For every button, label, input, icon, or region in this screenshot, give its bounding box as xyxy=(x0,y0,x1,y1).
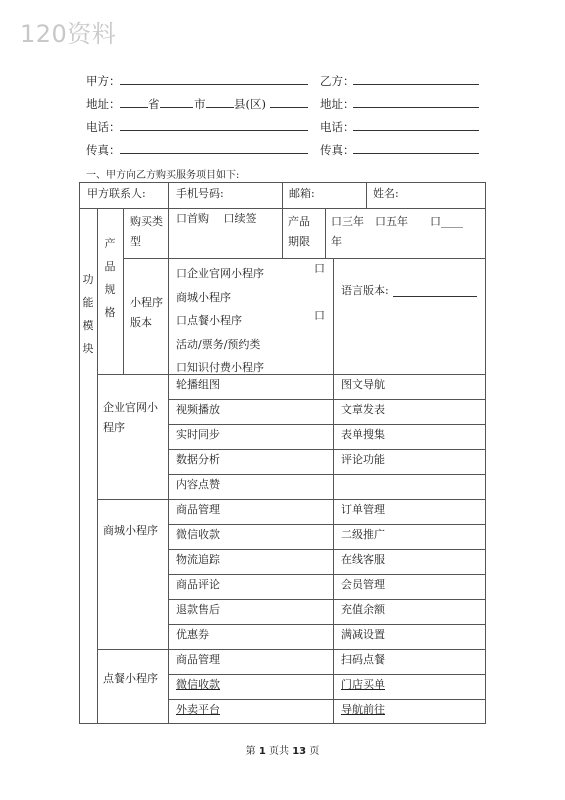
s2-row-line xyxy=(168,599,486,600)
version-item: 活动/票务/预约类 xyxy=(176,337,261,351)
address-tail-line xyxy=(270,107,308,108)
s2-row-line xyxy=(168,549,486,550)
s2-row-line xyxy=(168,624,486,625)
feature-item: 会员管理 xyxy=(341,578,385,591)
version-item: 口企业官网小程序 xyxy=(176,267,264,280)
phone-label: 电话： xyxy=(86,120,121,134)
row1-div1 xyxy=(168,182,169,208)
province-line xyxy=(120,107,148,108)
page-footer xyxy=(0,742,565,757)
product-spec-label: 产 品 规 格 xyxy=(104,237,116,319)
func-col-line xyxy=(97,208,98,723)
fax-b-line xyxy=(353,153,479,154)
section2-bottom xyxy=(97,649,486,650)
table-border-right xyxy=(485,182,486,724)
footer-total: 13 xyxy=(292,746,307,757)
feature-item: 表单搜集 xyxy=(341,428,385,441)
version-item: 口点餐小程序 xyxy=(176,314,242,327)
intro-text: 一、甲方向乙方购买服务项目如下: xyxy=(86,170,240,181)
feature-item: 商品管理 xyxy=(176,503,220,516)
feature-item: 评论功能 xyxy=(341,453,385,466)
s1-row-line xyxy=(168,399,486,400)
table-border-bottom xyxy=(79,723,486,724)
email-label: 邮箱: xyxy=(289,187,315,200)
version-item: 口知识付费小程序 xyxy=(176,361,264,374)
city-label: 市 xyxy=(194,97,206,111)
version-div xyxy=(333,258,334,374)
feature-item: 充值余额 xyxy=(341,603,385,616)
feature-item: 导航前往 xyxy=(341,703,385,716)
version-list xyxy=(176,262,264,380)
fax-label: 传真： xyxy=(86,143,121,157)
miniprogram-version-label: 小程序 版本 xyxy=(130,296,163,329)
feature-item: 轮播组图 xyxy=(176,378,220,391)
language-line xyxy=(393,296,477,297)
feature-item: 实时同步 xyxy=(176,428,220,441)
s2-row-line xyxy=(168,524,486,525)
purchase-options: 口首购 口续签 xyxy=(176,212,257,225)
contact-label: 甲方联系人: xyxy=(87,187,146,200)
fax-line xyxy=(120,153,308,154)
fax-b-label: 传真： xyxy=(320,143,355,157)
service-table xyxy=(79,182,486,724)
address-label: 地址： xyxy=(86,97,121,111)
party-b-label: 乙方： xyxy=(320,74,355,88)
purchase-type-label: 购买类 型 xyxy=(130,215,163,248)
spec-col-line xyxy=(123,208,124,374)
period-options: 口三年 口五年 口____ 年 xyxy=(331,215,463,248)
s2-row-line xyxy=(168,574,486,575)
phone-b-label: 电话： xyxy=(320,120,355,134)
feature-item: 订单管理 xyxy=(341,503,385,516)
func-module-label: 功 能 模 块 xyxy=(82,273,94,355)
purchase-row-bottom xyxy=(123,258,486,259)
feature-item: 退款售后 xyxy=(176,603,220,616)
section-title-ordering: 点餐小程序 xyxy=(103,672,158,685)
phone-b-line xyxy=(353,130,479,131)
s1-row-line xyxy=(168,474,486,475)
feature-item: 满减设置 xyxy=(341,628,385,641)
feature-item: 外卖平台 xyxy=(176,703,220,716)
feature-item: 在线客服 xyxy=(341,553,385,566)
feature-item: 门店买单 xyxy=(341,678,385,691)
mobile-label: 手机号码: xyxy=(176,187,224,200)
row1-div2 xyxy=(282,182,283,208)
feature-item: 微信收款 xyxy=(176,528,220,541)
s3-row-line xyxy=(168,674,486,675)
address-b-label: 地址： xyxy=(320,97,355,111)
section1-bottom xyxy=(97,499,486,500)
name-label: 姓名: xyxy=(373,187,399,200)
footer-mid: 页共 xyxy=(269,746,290,757)
feature-item: 物流追踪 xyxy=(176,553,220,566)
feature-item: 图文导航 xyxy=(341,378,385,391)
version-item: 商城小程序 xyxy=(176,290,231,304)
section-title-enterprise: 企业官网小 程序 xyxy=(103,401,158,434)
county-label: 县(区) xyxy=(234,97,266,111)
feature-item: 扫码点餐 xyxy=(341,653,385,666)
feature-item: 内容点赞 xyxy=(176,478,220,491)
feature-item: 微信收款 xyxy=(176,678,220,691)
version-checkbox: 口 xyxy=(314,262,325,275)
purchase-div1 xyxy=(282,208,283,258)
feature-item: 视频播放 xyxy=(176,403,220,416)
address-b-line xyxy=(353,107,479,108)
feature-item: 商品评论 xyxy=(176,578,220,591)
section-title-mall: 商城小程序 xyxy=(103,524,158,537)
footer-page: 1 xyxy=(258,746,266,757)
county-line xyxy=(206,107,234,108)
feature-item: 文章发表 xyxy=(341,403,385,416)
version-row-bottom xyxy=(97,374,486,375)
s1-row-line xyxy=(168,449,486,450)
main-col-line xyxy=(168,208,169,723)
footer-suffix: 页 xyxy=(309,746,320,757)
feature-item: 数据分析 xyxy=(176,453,220,466)
feature-item: 商品管理 xyxy=(176,653,220,666)
purchase-div2 xyxy=(325,208,326,258)
version-checkbox: 口 xyxy=(314,309,325,322)
phone-line xyxy=(120,130,308,131)
party-a-label: 甲方： xyxy=(86,74,121,88)
s1-row-line xyxy=(168,424,486,425)
row1-div3 xyxy=(366,182,367,208)
s3-row-line xyxy=(168,699,486,700)
product-period-label: 产品 期限 xyxy=(288,215,310,248)
party-b-line xyxy=(353,84,479,85)
city-line xyxy=(160,107,193,108)
language-label: 语言版本: xyxy=(341,284,389,297)
feature-item: 优惠券 xyxy=(176,628,209,641)
table-border-left xyxy=(79,182,80,724)
party-a-line xyxy=(120,84,308,85)
province-label: 省 xyxy=(148,97,160,111)
watermark-logo: 120资料 xyxy=(20,20,117,48)
footer-prefix: 第 xyxy=(245,746,256,757)
feature-item: 二级推广 xyxy=(341,528,385,541)
